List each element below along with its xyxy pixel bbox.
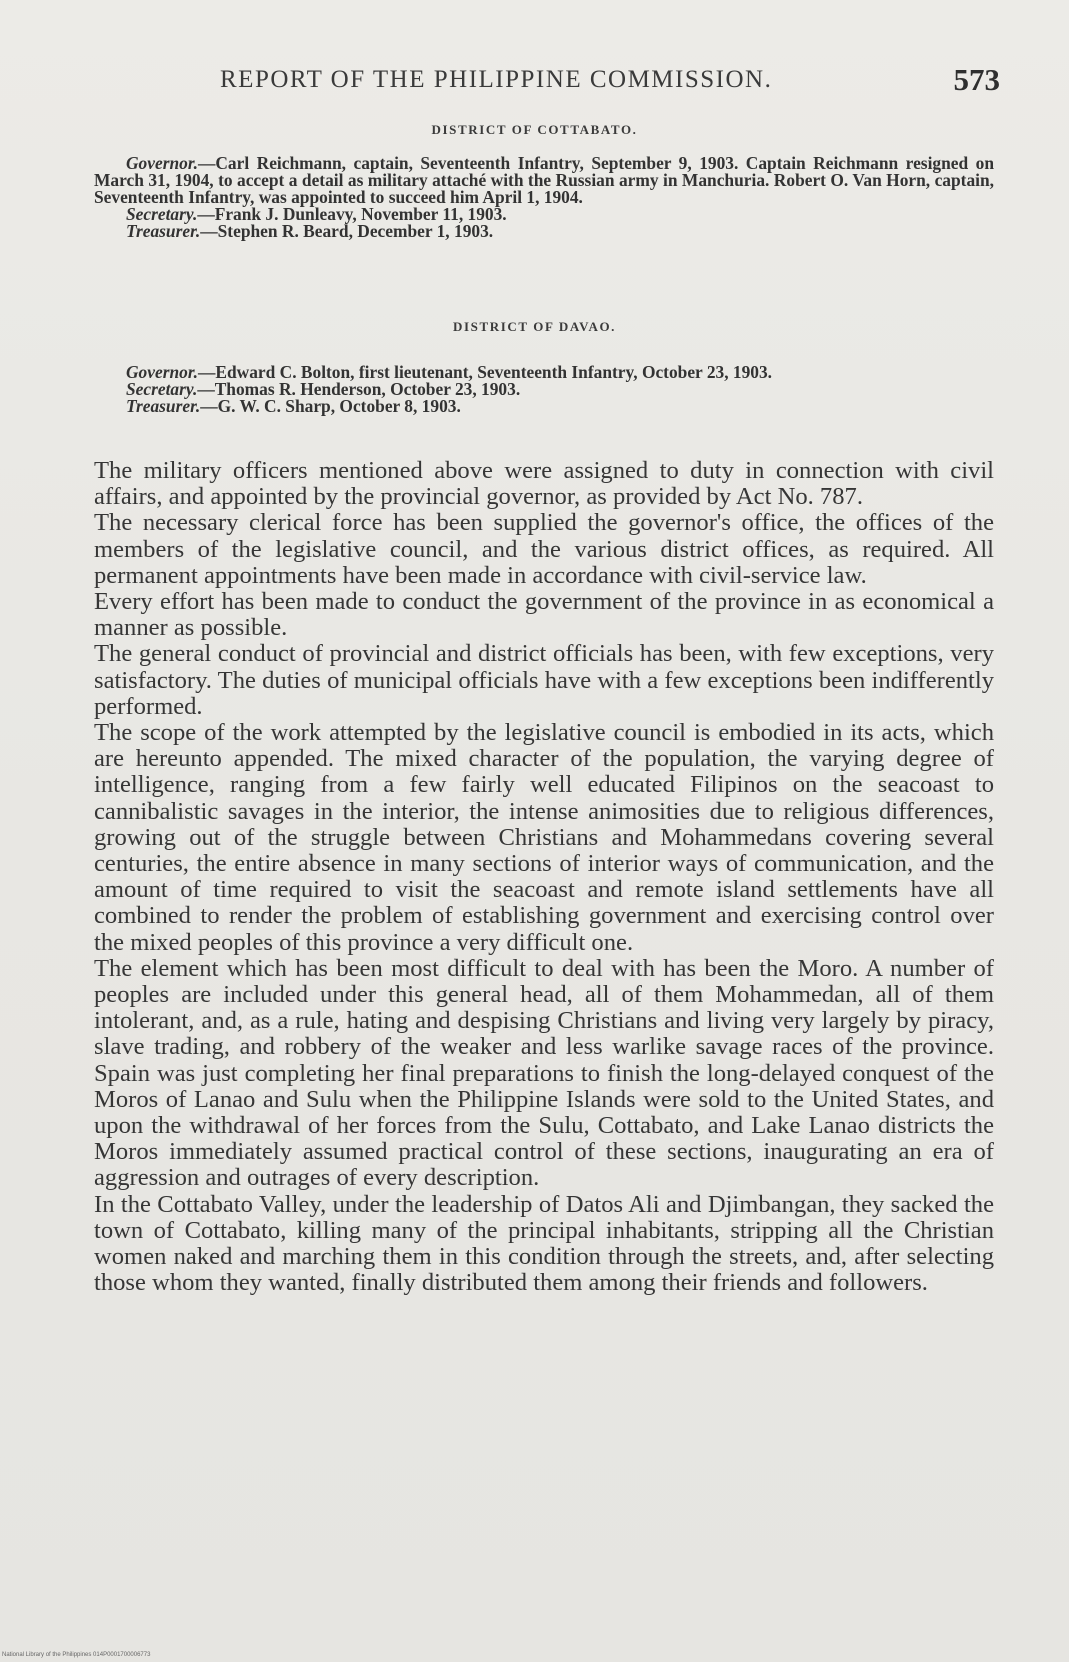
- paragraph: The military officers mentioned above were assigned to duty in connection with civil affairs, and appointed by the provincial governor, as provided by Act No. 787.: [94, 457, 994, 511]
- paragraph: Every effort has been made to conduct the government of the province in as economical a manner as possible.: [94, 588, 994, 642]
- treasurer-text: —Stephen R. Beard, December 1, 1903.: [200, 221, 494, 241]
- cottabato-heading: DISTRICT OF COTTABATO.: [431, 122, 638, 137]
- governor-text: —Carl Reichmann, captain, Seventeenth Infantry, September 9, 1903. Captain Reichmann resigned on March 31, 1904, to accept a detail as military attaché with the Russian army in Manchuria. Robert O. Van Horn, captain, Seventeenth Infantry, was appointed to succeed him April 1, 1904.: [94, 153, 994, 207]
- cottabato-governor: [94, 155, 994, 206]
- cottabato-officials: [94, 155, 994, 240]
- secretary-label: Secretary.: [126, 204, 198, 224]
- davao-treasurer: [94, 398, 994, 415]
- paragraph: The necessary clerical force has been supplied the governor's office, the offices of the members of the legislative council, and the various district offices, as required. All permanent appointments have been made in accordance with civil-service law.: [94, 509, 994, 589]
- secretary-label: Secretary.: [126, 379, 198, 399]
- paragraph: The element which has been most difficult to deal with has been the Moro. A number of peoples are included under this general head, all of them Mohammedan, all of them intolerant, and, as a rule, hating and despising Christians and living very largely by piracy, slave trading, and robbery of the weaker and less warlike savage races of the province. Spain was just completing her final preparations to finish the long-delayed conquest of the Moros of Lanao and Sulu when the Philippine Islands were sold to the United States, and upon the withdrawal of her forces from the Sulu, Cottabato, and Lake Lanao districts the Moros immediately assumed practical control of these sections, inaugurating an era of aggression and outrages of every description.: [94, 954, 994, 1192]
- page-number: 573: [953, 62, 1000, 97]
- paragraph: In the Cottabato Valley, under the leadership of Datos Ali and Djimbangan, they sacked the town of Cottabato, killing many of the principal inhabitants, stripping all the Christian women naked and marching them in this condition through the streets, and, after selecting those whom they wanted, finally distributed them among their friends and followers.: [94, 1190, 994, 1297]
- treasurer-label: Treasurer.: [126, 396, 201, 416]
- cottabato-treasurer: [94, 223, 994, 240]
- paragraph: The scope of the work attempted by the legislative council is embodied in its acts, which are hereunto appended. The mixed character of the population, the varying degree of intelligence, ranging from a few fairly well educated Filipinos on the seacoast to cannibalistic savages in the interior, the intense animosities due to religious differences, growing out of the struggle between Christians and Mohammedans covering several centuries, the entire absence in many sections of interior ways of communication, and the amount of time required to visit the seacoast and remote island settlements have all combined to render the problem of establishing government and exercising control over the mixed peoples of this province a very difficult one.: [94, 719, 994, 956]
- davao-heading: DISTRICT OF DAVAO.: [452, 319, 617, 334]
- governor-label: Governor.: [126, 362, 198, 382]
- treasurer-label: Treasurer.: [126, 221, 201, 241]
- scan-id: National Library of the Philippines 014P0001700006773: [2, 1652, 151, 1658]
- treasurer-text: —G. W. C. Sharp, October 8, 1903.: [200, 396, 461, 416]
- secretary-text: —Thomas R. Henderson, October 23, 1903.: [197, 379, 521, 399]
- davao-officials: [94, 364, 994, 415]
- running-head: [90, 62, 1000, 102]
- body-text: [94, 458, 994, 1297]
- running-title: REPORT OF THE PHILIPPINE COMMISSION.: [220, 66, 773, 93]
- secretary-text: —Frank J. Dunleavy, November 11, 1903.: [197, 204, 507, 224]
- governor-text: —Edward C. Bolton, first lieutenant, Seventeenth Infantry, October 23, 1903.: [197, 362, 773, 382]
- paragraph: The general conduct of provincial and district officials has been, with few exceptions, very satisfactory. The duties of municipal officials have with a few exceptions been indifferently performed.: [94, 640, 994, 720]
- governor-label: Governor.: [126, 153, 198, 173]
